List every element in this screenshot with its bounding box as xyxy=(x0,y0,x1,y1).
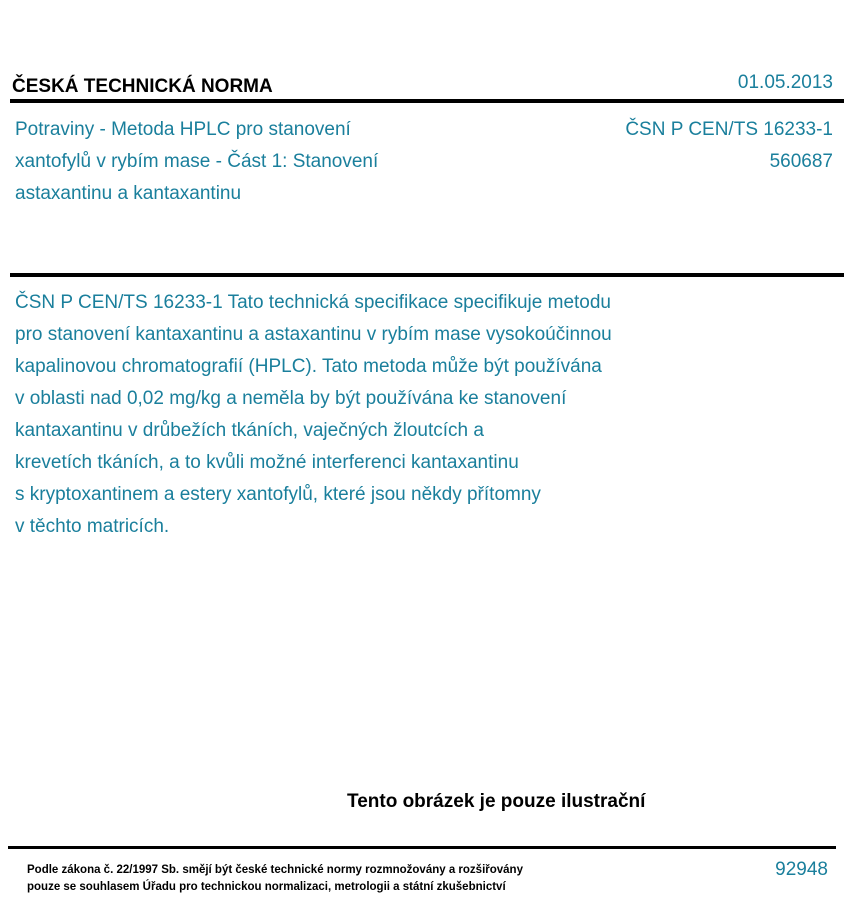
illustration-notice: Tento obrázek je pouze ilustrační xyxy=(347,791,646,812)
abstract-line: kapalinovou chromatografií (HPLC). Tato metoda může být používána xyxy=(15,356,602,377)
section-divider xyxy=(10,273,844,277)
legal-line: pouze se souhlasem Úřadu pro technickou normalizaci, metrologii a státní zkušebnictví xyxy=(27,881,506,893)
document-title xyxy=(15,114,485,210)
abstract-line: kantaxantinu v drůbežích tkáních, vaječných žloutcích a xyxy=(15,420,484,441)
legal-line: Podle zákona č. 22/1997 Sb. smějí být české technické normy rozmnožovány a rozšiřovány xyxy=(27,864,523,876)
abstract-line: ČSN P CEN/TS 16233-1 Tato technická specifikace specifikuje metodu xyxy=(15,292,611,313)
header-label: ČESKÁ TECHNICKÁ NORMA xyxy=(12,76,273,97)
abstract-line: s kryptoxantinem a estery xantofylů, které jsou někdy přítomny xyxy=(15,484,541,505)
abstract-line: pro stanovení kantaxantinu a astaxantinu v rybím mase vysokoúčinnou xyxy=(15,324,612,345)
class-number: 560687 xyxy=(769,151,833,172)
abstract-line: v těchto matricích. xyxy=(15,516,170,537)
legal-notice xyxy=(27,862,523,896)
header-divider xyxy=(10,99,844,103)
document-number: 92948 xyxy=(775,859,828,880)
title-line: astaxantinu a kantaxantinu xyxy=(15,183,242,204)
title-line: xantofylů v rybím mase - Část 1: Stanovení xyxy=(15,151,379,172)
document-identifiers xyxy=(625,114,833,178)
abstract-text xyxy=(15,287,735,543)
abstract-line: krevetích tkáních, a to kvůli možné interferenci kantaxantinu xyxy=(15,452,519,473)
footer-divider xyxy=(8,846,836,849)
abstract-line: v oblasti nad 0,02 mg/kg a neměla by být používána ke stanovení xyxy=(15,388,567,409)
standard-code: ČSN P CEN/TS 16233-1 xyxy=(625,119,833,140)
title-line: Potraviny - Metoda HPLC pro stanovení xyxy=(15,119,351,140)
publication-date: 01.05.2013 xyxy=(737,72,833,93)
